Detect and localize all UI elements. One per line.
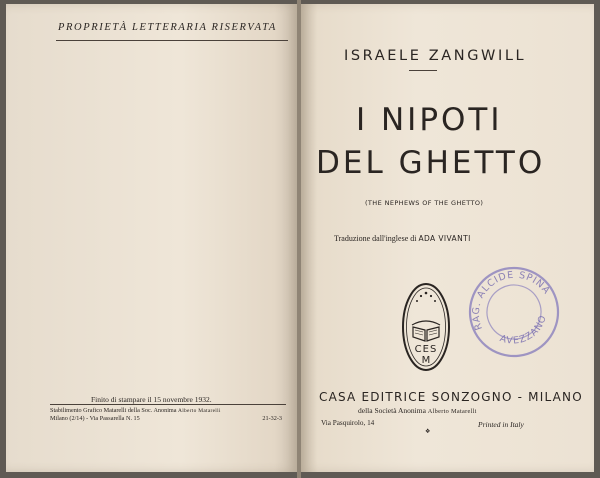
author-rule <box>409 70 437 71</box>
stamp-owner-text: RAG. ALCIDE SPINA <box>470 269 553 332</box>
printer-company: Stabilimento Grafico Matarelli della Soc. Anonima <box>50 407 177 414</box>
publisher-logo <box>400 281 452 373</box>
author-name: ISRAELE ZANGWILL <box>344 48 527 64</box>
owner-stamp <box>464 262 564 362</box>
colophon-rule <box>50 404 286 405</box>
title-line-2: DEL GHETTO <box>316 145 546 181</box>
copyright-notice: PROPRIETÀ LETTERARIA RISERVATA <box>58 22 277 33</box>
book-gutter <box>297 0 301 478</box>
printed-in: Printed in Italy <box>478 420 524 429</box>
ornament-icon: ❖ <box>425 429 431 435</box>
printer-colophon <box>50 407 290 423</box>
publisher-name: CASA EDITRICE SONZOGNO - MILANO <box>319 390 583 404</box>
logo-letters-top-part: CES <box>414 344 438 355</box>
logo-letters-top <box>415 344 438 355</box>
printer-line-1 <box>50 407 290 415</box>
svg-text:AVEZZANO <box>495 310 556 356</box>
stamp-city-text: AVEZZANO <box>498 313 549 347</box>
printer-owner: Alberto Matarelli <box>178 408 221 414</box>
publisher-society <box>358 406 477 415</box>
society-prefix: della Società Anonima <box>358 406 426 415</box>
printing-date: Finito di stampare il 15 novembre 1932. <box>91 395 212 404</box>
printer-line-2 <box>50 415 290 423</box>
logo-letters-bottom: M <box>421 355 431 366</box>
translator-name: ADA VIVANTI <box>418 234 471 243</box>
translation-prefix: Traduzione dall'inglese di <box>334 234 417 243</box>
publisher-address: Via Pasquirolo, 14 <box>321 419 375 427</box>
original-title: (THE NEPHEWS OF THE GHETTO) <box>365 199 484 207</box>
society-name: Alberto Matarelli <box>427 408 477 415</box>
printer-code: 21-32-3 <box>262 415 282 422</box>
printer-address: Milano (2/14) - Via Passarella N. 15 <box>50 415 140 422</box>
translation-credit <box>334 234 471 243</box>
title-line-1: I NIPOTI <box>356 102 503 138</box>
copyright-rule <box>56 40 288 41</box>
